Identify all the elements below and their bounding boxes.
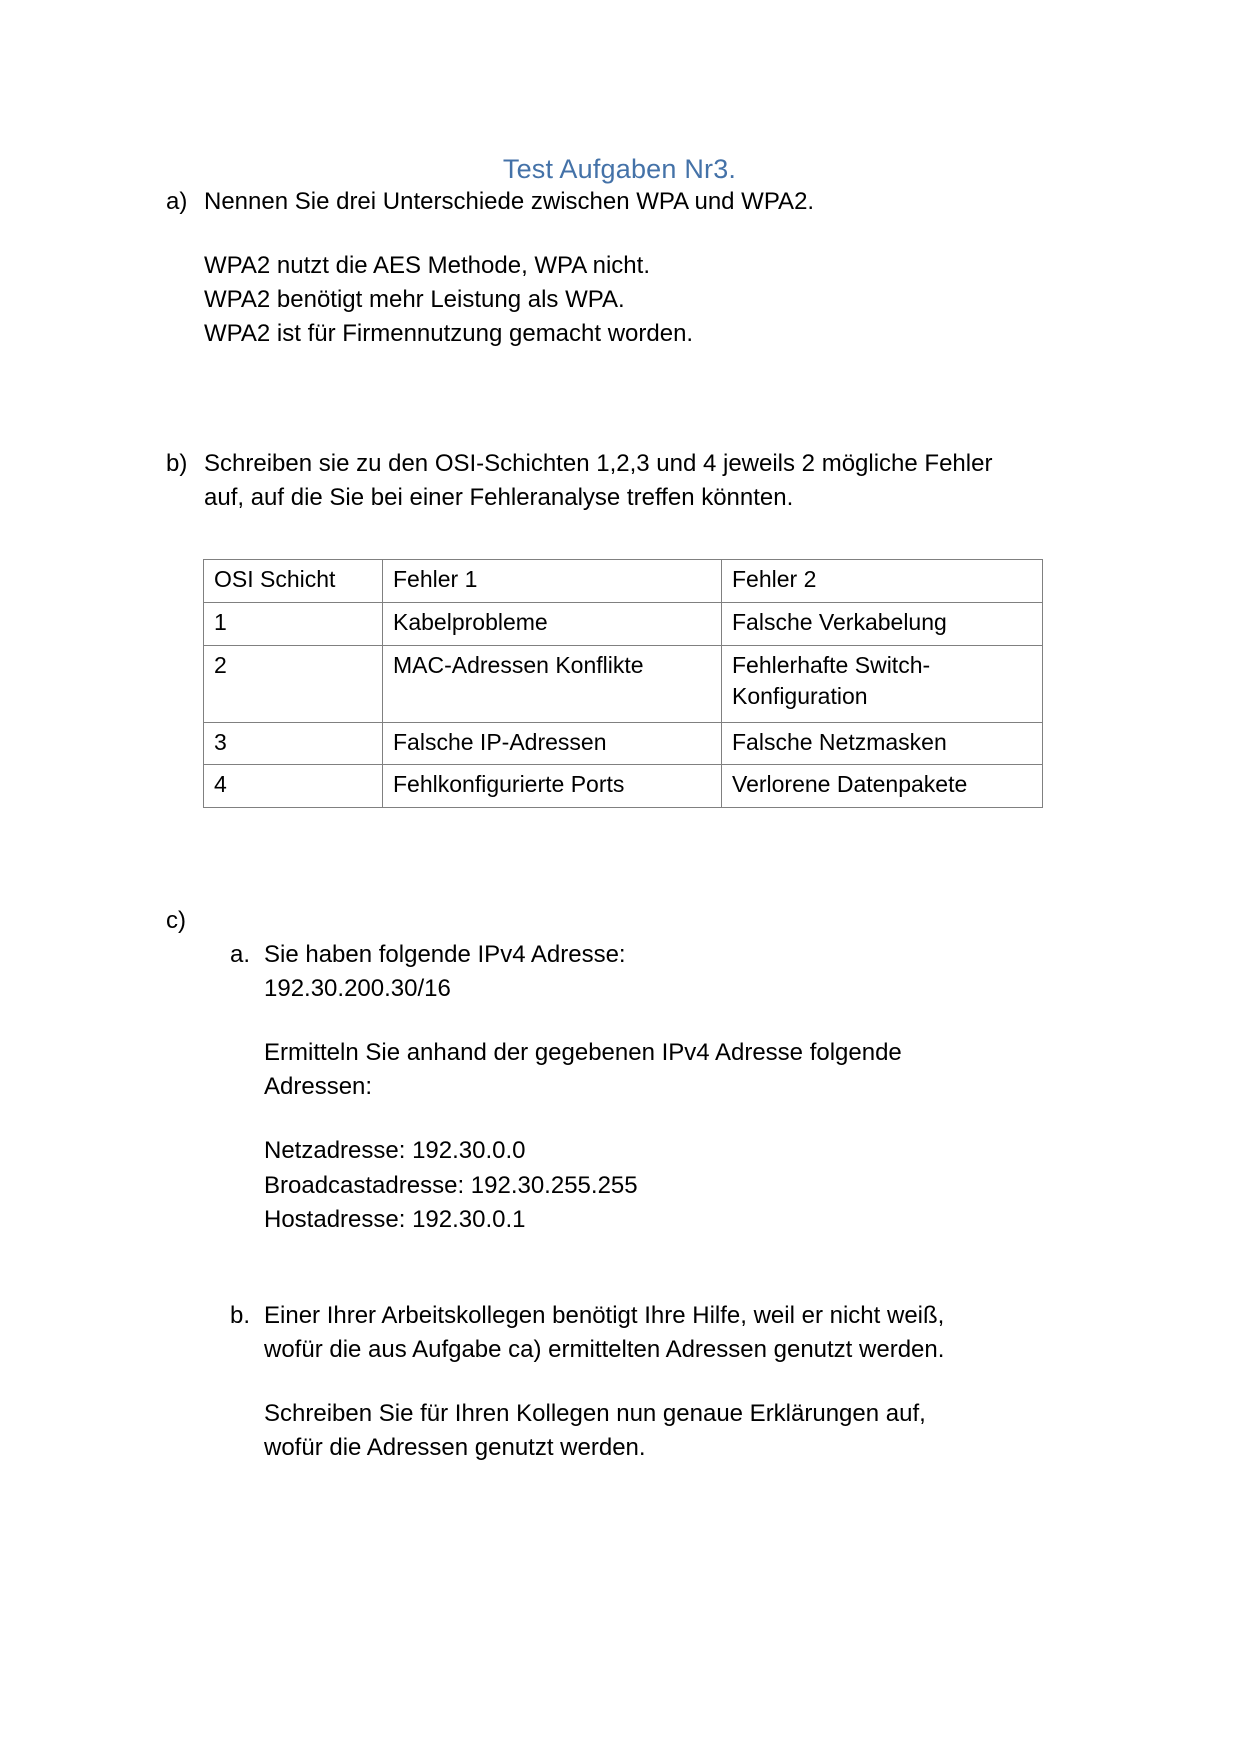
section-c-sub-a-body (264, 938, 1004, 1237)
colleague-task-line1: Schreiben Sie für Ihren Kollegen nun genaue Erklärungen auf, (264, 1399, 926, 1427)
table-row (204, 765, 1043, 808)
ipv4-intro-line: Sie haben folgende IPv4 Adresse: (264, 941, 626, 969)
section-c-sub-b (230, 1299, 1239, 1465)
section-b-question-line1: Schreiben sie zu den OSI-Schichten 1,2,3 und 4 jeweils 2 mögliche Fehler (204, 450, 993, 477)
table-cell-fehler1: Kabelprobleme (383, 602, 722, 645)
section-a-marker: a) (166, 187, 188, 215)
section-a-answer-3: WPA2 ist für Firmennutzung gemacht worden. (204, 319, 694, 347)
table-cell-fehler2: Falsche Netzmasken (722, 722, 1043, 765)
table-row (204, 602, 1043, 645)
section-c-sub-a (230, 938, 1239, 1237)
result-host-address: Hostadresse: 192.30.0.1 (264, 1205, 526, 1233)
section-c (166, 904, 1239, 938)
spacer (0, 1237, 1239, 1299)
section-a-answer-1: WPA2 nutzt die AES Methode, WPA nicht. (204, 251, 650, 279)
section-b-marker: b) (166, 450, 188, 477)
table-header-row (204, 560, 1043, 603)
table-cell-layer: 4 (204, 765, 383, 808)
table-cell-layer: 1 (204, 602, 383, 645)
section-a-body (204, 185, 1004, 351)
table-row (204, 722, 1043, 765)
section-c-sub-b-marker: b. (230, 1301, 251, 1329)
table-header-fehler-1: Fehler 1 (383, 560, 722, 603)
spacer (264, 1006, 1004, 1036)
ipv4-task-line1: Ermitteln Sie anhand der gegebenen IPv4 Adresse folgende (264, 1039, 902, 1067)
table-cell-fehler2: Verlorene Datenpakete (722, 765, 1043, 808)
table-header-fehler-2: Fehler 2 (722, 560, 1043, 603)
section-b-body (204, 447, 1004, 515)
section-c-marker: c) (166, 907, 186, 935)
section-b-question-line2: auf, auf die Sie bei einer Fehleranalyse treffen könnten. (204, 484, 794, 512)
section-b (166, 447, 1239, 515)
table-cell-fehler1: MAC-Adressen Konflikte (383, 645, 722, 722)
section-c-sub-a-marker: a. (230, 941, 251, 969)
section-a-question: Nennen Sie drei Unterschiede zwischen WPA und WPA2. (204, 187, 815, 215)
table-row (204, 645, 1043, 722)
table-cell-fehler1: Falsche IP-Adressen (383, 722, 722, 765)
ipv4-address-value: 192.30.200.30/16 (264, 975, 451, 1003)
osi-table-container (203, 559, 979, 808)
colleague-task-line2: wofür die Adressen genutzt werden. (264, 1433, 646, 1461)
section-a (166, 185, 1239, 351)
colleague-question-line2: wofür die aus Aufgabe ca) ermittelten Adressen genutzt werden. (264, 1335, 945, 1363)
osi-error-table (203, 559, 1043, 808)
section-a-answer-2: WPA2 benötigt mehr Leistung als WPA. (204, 285, 625, 313)
page-title: Test Aufgaben Nr3. (502, 154, 737, 184)
table-cell-layer: 2 (204, 645, 383, 722)
table-cell-fehler2: Fehlerhafte Switch-Konfiguration (722, 645, 1043, 722)
table-header-osi-schicht: OSI Schicht (204, 560, 383, 603)
spacer (0, 351, 1239, 447)
section-c-sub-b-body (264, 1299, 1004, 1465)
colleague-question-line1: Einer Ihrer Arbeitskollegen benötigt Ihre Hilfe, weil er nicht weiß, (264, 1301, 945, 1329)
table-cell-fehler2: Falsche Verkabelung (722, 602, 1043, 645)
result-network-address: Netzadresse: 192.30.0.0 (264, 1137, 526, 1165)
spacer (264, 1104, 1004, 1134)
spacer (204, 219, 1004, 249)
spacer (0, 808, 1239, 904)
ipv4-task-line2: Adressen: (264, 1073, 373, 1101)
section-c-body (204, 904, 1004, 922)
table-cell-layer: 3 (204, 722, 383, 765)
table-cell-fehler1: Fehlkonfigurierte Ports (383, 765, 722, 808)
spacer (264, 1367, 1004, 1397)
result-broadcast-address: Broadcastadresse: 192.30.255.255 (264, 1171, 638, 1199)
